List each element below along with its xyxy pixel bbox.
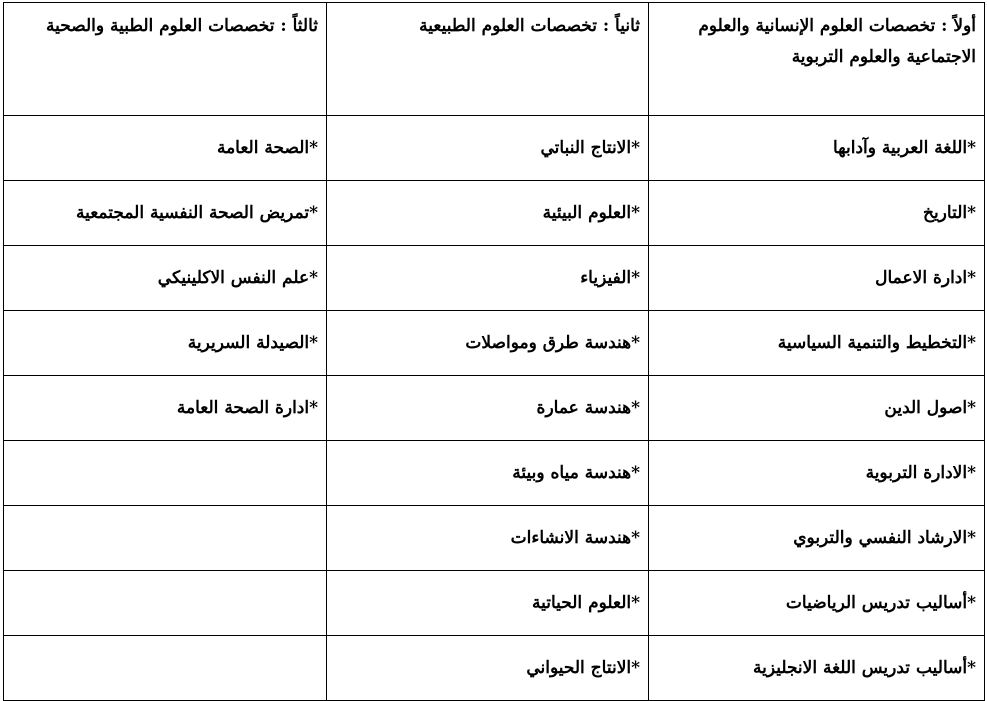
cell-humanities: *اللغة العربية وآدابها: [649, 116, 985, 181]
specializations-table: [3, 2, 985, 701]
cell-humanities: *أساليب تدريس اللغة الانجليزية: [649, 636, 985, 701]
cell-natural-sciences: *العلوم الحياتية: [327, 571, 649, 636]
table-row: [4, 571, 985, 636]
cell-medical-sciences: [4, 636, 327, 701]
table-row: [4, 116, 985, 181]
cell-humanities: *التاريخ: [649, 181, 985, 246]
cell-humanities: *الادارة التربوية: [649, 441, 985, 506]
cell-medical-sciences: *الصحة العامة: [4, 116, 327, 181]
table-row: [4, 636, 985, 701]
cell-natural-sciences: *الانتاج النباتي: [327, 116, 649, 181]
cell-natural-sciences: *الفيزياء: [327, 246, 649, 311]
header-medical-sciences: ثالثاً : تخصصات العلوم الطبية والصحية: [4, 3, 327, 116]
cell-medical-sciences: [4, 571, 327, 636]
cell-medical-sciences: *علم النفس الاكلينيكي: [4, 246, 327, 311]
cell-humanities: *ادارة الاعمال: [649, 246, 985, 311]
header-natural-sciences: ثانياً : تخصصات العلوم الطبيعية: [327, 3, 649, 116]
cell-medical-sciences: *ادارة الصحة العامة: [4, 376, 327, 441]
cell-medical-sciences: [4, 441, 327, 506]
cell-medical-sciences: *الصيدلة السريرية: [4, 311, 327, 376]
table-row: [4, 506, 985, 571]
header-row: [4, 3, 985, 116]
cell-humanities: *أساليب تدريس الرياضيات: [649, 571, 985, 636]
table-header: [4, 3, 985, 116]
cell-natural-sciences: *هندسة الانشاءات: [327, 506, 649, 571]
cell-humanities: *اصول الدين: [649, 376, 985, 441]
table-row: [4, 246, 985, 311]
cell-natural-sciences: *العلوم البيئية: [327, 181, 649, 246]
cell-natural-sciences: *هندسة طرق ومواصلات: [327, 311, 649, 376]
table-row: [4, 376, 985, 441]
table-row: [4, 311, 985, 376]
table-row: [4, 441, 985, 506]
cell-medical-sciences: *تمريض الصحة النفسية المجتمعية: [4, 181, 327, 246]
cell-humanities: *التخطيط والتنمية السياسية: [649, 311, 985, 376]
cell-medical-sciences: [4, 506, 327, 571]
cell-natural-sciences: *هندسة مياه وبيئة: [327, 441, 649, 506]
cell-natural-sciences: *هندسة عمارة: [327, 376, 649, 441]
cell-natural-sciences: *الانتاج الحيواني: [327, 636, 649, 701]
table-row: [4, 181, 985, 246]
cell-humanities: *الارشاد النفسي والتربوي: [649, 506, 985, 571]
table-body: [4, 116, 985, 701]
header-humanities: أولاً : تخصصات العلوم الإنسانية والعلوم الاجتماعية والعلوم التربوية: [649, 3, 985, 116]
